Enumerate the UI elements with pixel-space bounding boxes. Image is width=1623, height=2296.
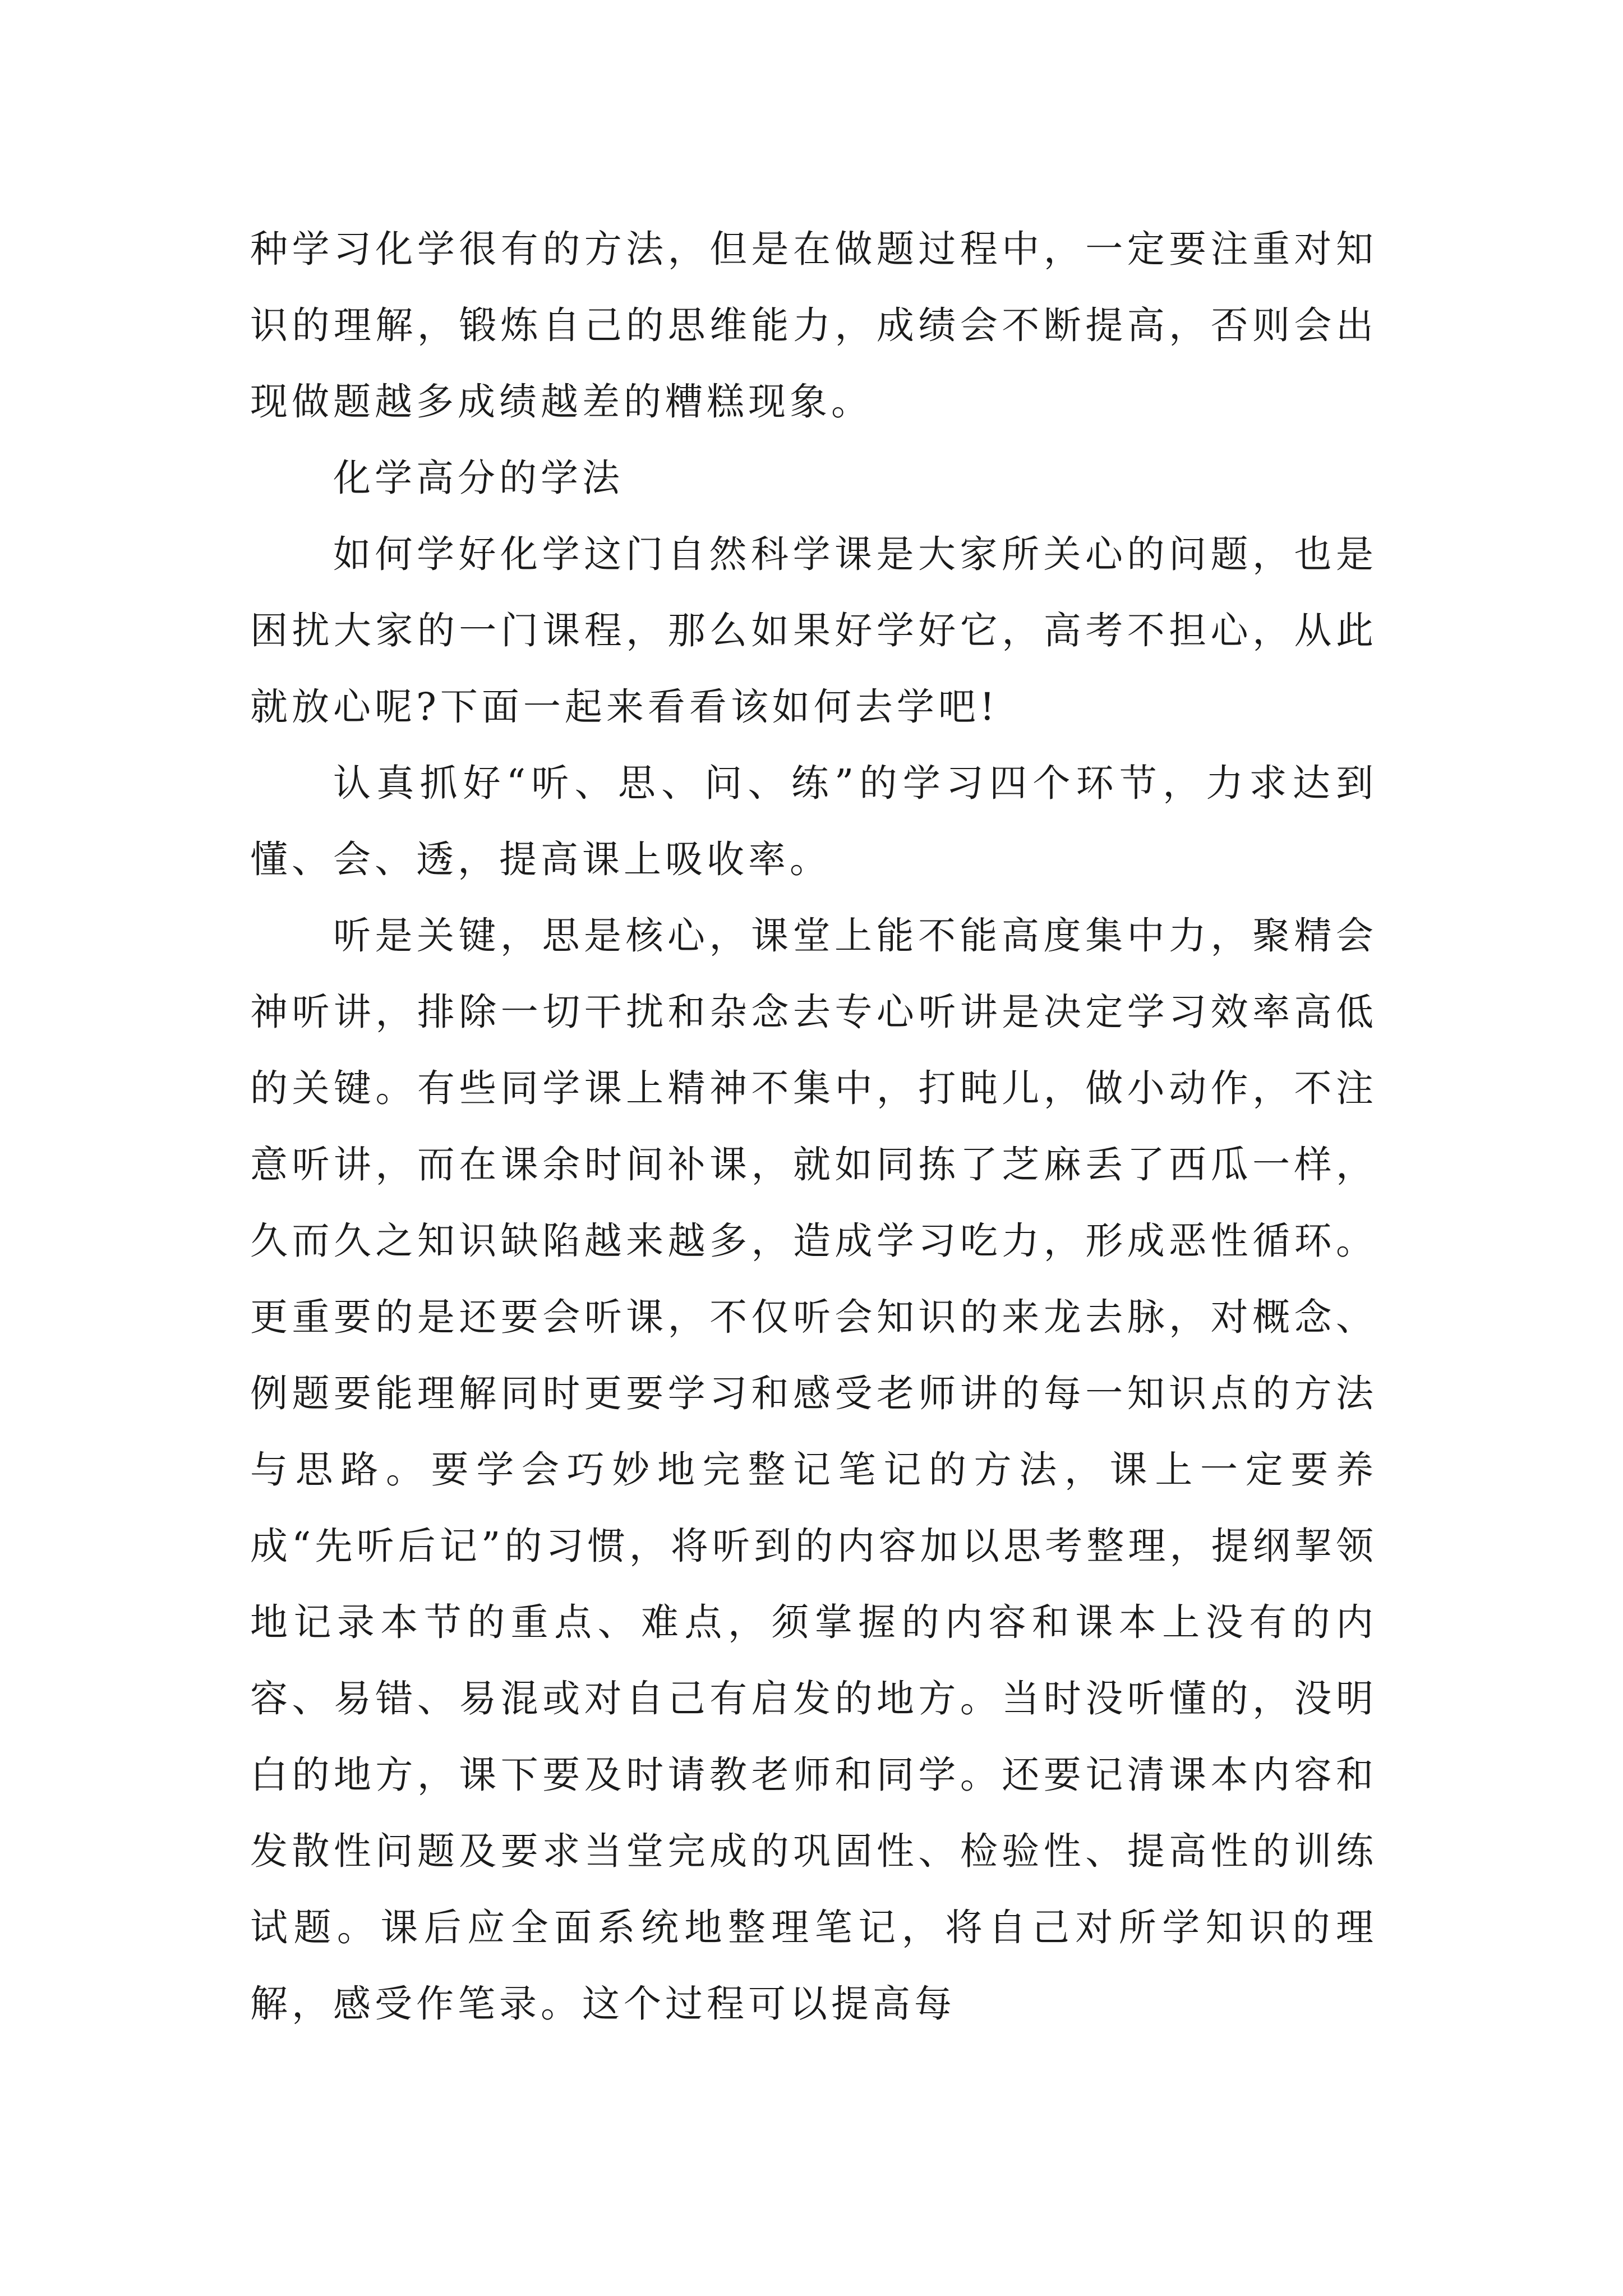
paragraph-four-steps: 认真抓好“听、思、问、练”的学习四个环节，力求达到懂、会、透，提高课上吸收率。	[250, 761, 1377, 881]
document-page	[250, 211, 1377, 2042]
section-heading: 化学高分的学法	[333, 456, 624, 500]
paragraph-intro: 种学习化学很有的方法，但是在做题过程中，一定要注重对知识的理解，锻炼自己的思维能力，成绩会不断提高，否则会出现做题越多成绩越差的糟糕现象。	[250, 227, 1377, 424]
paragraph-question: 如何学好化学这门自然科学课是大家所关心的问题，也是困扰大家的一门课程，那么如果好学好它，高考不担心，从此就放心呢?下面一起来看看该如何去学吧!	[250, 532, 1377, 729]
paragraph-listening: 听是关键，思是核心，课堂上能不能高度集中力，聚精会神听讲，排除一切干扰和杂念去专心听讲是决定学习效率高低的关键。有些同学课上精神不集中，打盹儿，做小动作，不注意听讲，而在课余时间补课，就如同拣了芝麻丢了西瓜一样，久而久之知识缺陷越来越多，造成学习吃力，形成恶性循环。更重要的是还要会听课，不仅听会知识的来龙去脉，对概念、例题要能理解同时更要学习和感受老师讲的每一知识点的方法与思路。要学会巧妙地完整记笔记的方法，课上一定要养成“先听后记”的习惯，将听到的内容加以思考整理，提纲挈领地记录本节的重点、难点，须掌握的内容和课本上没有的内容、易错、易混或对自己有启发的地方。当时没听懂的，没明白的地方，课下要及时请教老师和同学。还要记清课本内容和发散性问题及要求当堂完成的巩固性、检验性、提高性的训练试题。课后应全面系统地整理笔记，将自己对所学知识的理解，感受作笔录。这个过程可以提高每	[250, 914, 1377, 2026]
